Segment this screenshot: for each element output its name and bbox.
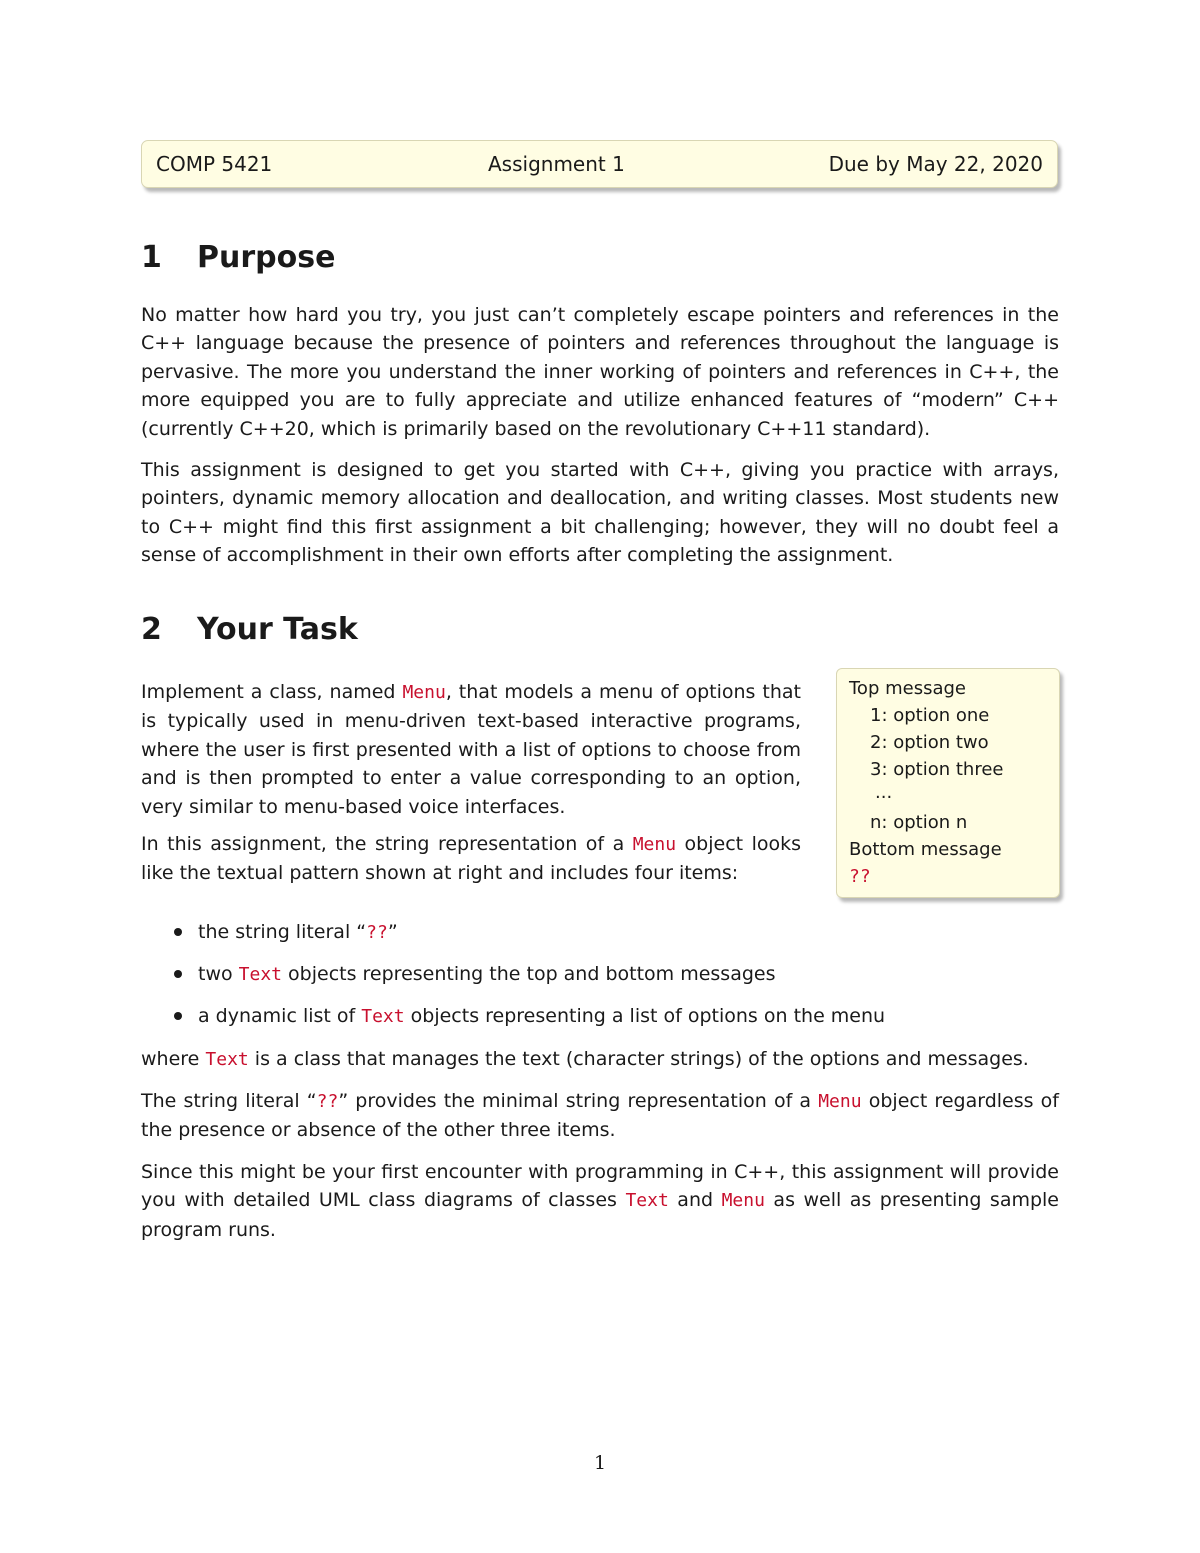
inline-code: Menu	[721, 1190, 765, 1212]
section-number: 1	[141, 240, 162, 275]
section-heading-purpose	[141, 240, 335, 275]
inline-code: ??	[366, 922, 388, 943]
section-title: Purpose	[197, 240, 336, 275]
inline-code: Text	[625, 1190, 669, 1212]
section-title: Your Task	[197, 612, 358, 647]
menu-pattern-box	[836, 668, 1060, 898]
menu-option: 1: option one	[870, 705, 990, 726]
inline-code: Text	[361, 1006, 405, 1027]
bullet-icon	[174, 1012, 182, 1020]
menu-items-list	[170, 918, 885, 1044]
section-heading-your-task	[141, 612, 358, 647]
menu-bottom-message: Bottom message	[849, 839, 1002, 860]
task-paragraph-4: The string literal “??” provides the minimal string representation of a Menu object regardless of the presence or absence of the other three items.	[141, 1090, 1059, 1142]
list-item: two Text objects representing the top and bottom messages	[170, 960, 885, 1002]
inline-code: Menu	[632, 834, 677, 855]
inline-code: ??	[316, 1091, 339, 1112]
menu-prompt: ??	[849, 866, 871, 887]
due-date: Due by May 22, 2020	[828, 152, 1043, 176]
task-paragraph-3: where Text is a class that manages the text (character strings) of the options and messages.	[141, 1048, 1029, 1070]
list-item: a dynamic list of Text objects representing a list of options on the menu	[170, 1002, 885, 1044]
assignment-header	[141, 140, 1058, 188]
inline-code: Menu	[402, 682, 446, 703]
bullet-icon	[174, 970, 182, 978]
task-paragraph-5: Since this might be your first encounter with programming in C++, this assignment will provide you with detailed UML class diagrams of classes Text and Menu as well as presenting sample program runs.	[141, 1161, 1059, 1241]
section-number: 2	[141, 612, 162, 647]
inline-code: Menu	[818, 1091, 862, 1112]
assignment-title: Assignment 1	[488, 152, 625, 176]
menu-ellipsis: ...	[875, 782, 893, 803]
menu-option: 3: option three	[870, 759, 1004, 780]
bullet-icon	[174, 928, 182, 936]
menu-top-message: Top message	[849, 678, 966, 699]
menu-option: 2: option two	[870, 732, 989, 753]
purpose-paragraph-1: No matter how hard you try, you just can’t completely escape pointers and references in the C++ language because the presence of pointers and references throughout the language is pervasive. The more you understand the inner working of pointers and references in C++, the more equipped you are to fully appreciate and utilize enhanced features of “modern” C++ (currently C++20, which is primarily based on the revolutionary C++11 standard).	[141, 304, 1059, 440]
inline-code: Text	[205, 1049, 249, 1070]
list-item: the string literal “??”	[170, 918, 885, 960]
task-paragraph-2: In this assignment, the string representation of a Menu object looks like the textual pattern shown at right and includes four items:	[141, 833, 801, 885]
purpose-paragraph-2: This assignment is designed to get you started with C++, giving you practice with arrays, pointers, dynamic memory allocation and deallocation, and writing classes. Most students new to C++ might find this first assignment a bit challenging; however, they will no doubt feel a sense of accomplishment in their own efforts after completing the assignment.	[141, 459, 1059, 567]
course-code: COMP 5421	[156, 152, 273, 176]
task-paragraph-1: Implement a class, named Menu, that models a menu of options that is typically used in menu-driven text-based interactive programs, where the user is first presented with a list of options to choose from and is then prompted to enter a value corresponding to an option, very similar to menu-based voice interfaces.	[141, 681, 801, 818]
menu-option: n: option n	[870, 812, 968, 833]
inline-code: Text	[238, 964, 283, 985]
page-number: 1	[593, 1452, 607, 1474]
